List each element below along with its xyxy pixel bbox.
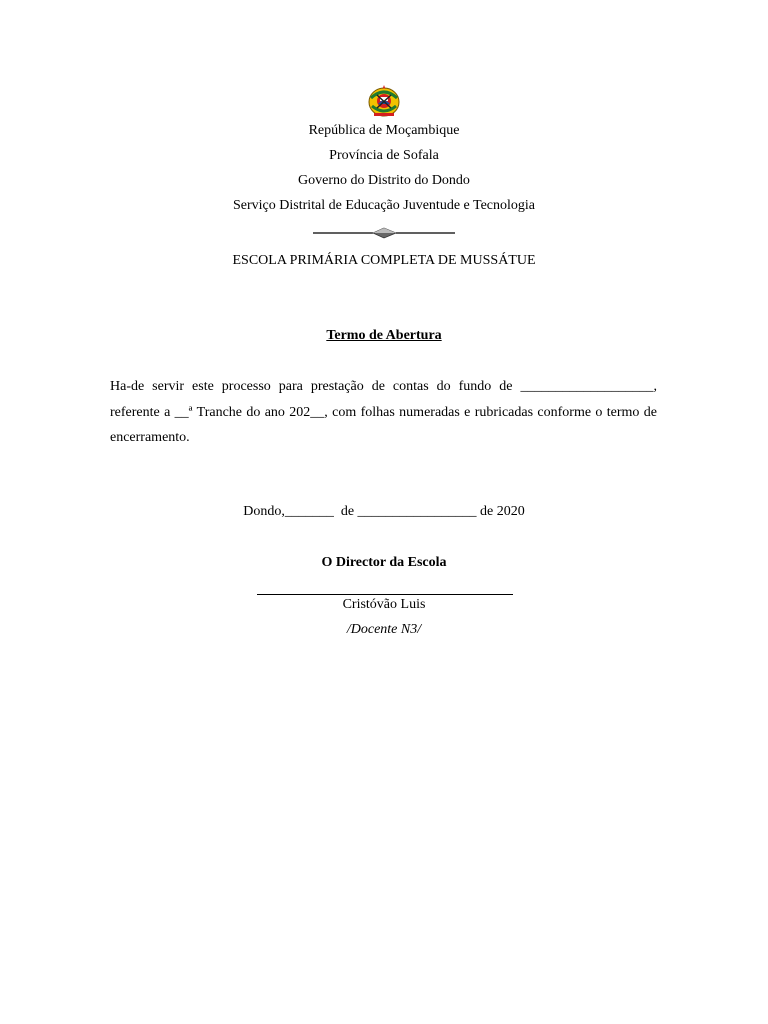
header-divider [313,227,455,239]
signature-line [257,594,513,595]
signature-role: O Director da Escola [321,555,447,570]
header-government: Governo do Distrito do Dondo [298,173,470,188]
mozambique-coat-of-arms-icon [366,84,402,118]
document-title: Termo de Abertura [326,328,442,343]
signature-name: Cristóvão Luis [342,597,426,612]
date-line: Dondo,_______ de _________________ de 2020 [243,504,525,519]
school-name: ESCOLA PRIMÁRIA COMPLETA DE MUSSÁTUE [232,253,536,268]
header-service: Serviço Distrital de Educação Juventude e Tecnologia [233,198,535,213]
body-paragraph: Ha-de servir este processo para prestação de contas do fundo de ___________________, referente a __ª Tranche do ano 202__, com folhas numeradas e rubricadas conforme o termo de encerramento. [110,379,657,445]
signature-rank: /Docente N3/ [346,622,422,637]
header-province: Província de Sofala [329,148,439,163]
header-republic: República de Moçambique [308,123,460,138]
